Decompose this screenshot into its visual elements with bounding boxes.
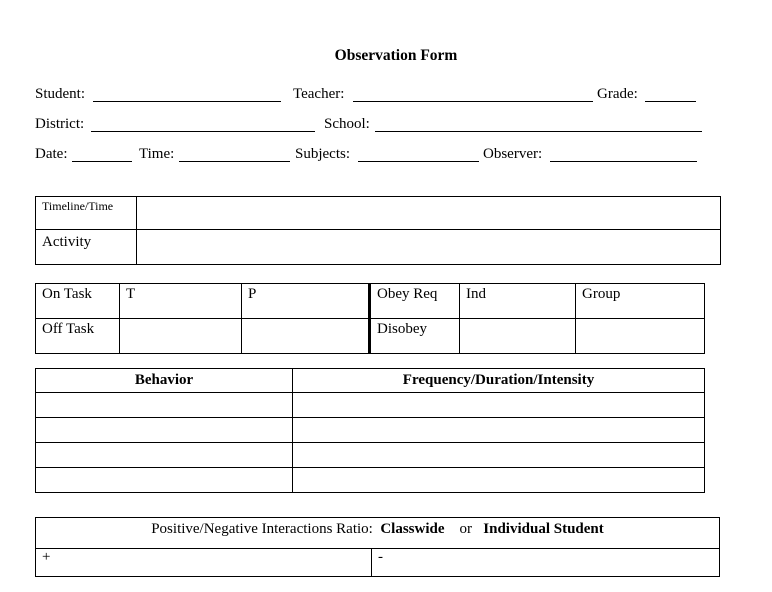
school-field[interactable] xyxy=(375,131,702,132)
activity-label: Activity xyxy=(36,230,137,265)
teacher-label: Teacher: xyxy=(293,86,345,102)
page-title: Observation Form xyxy=(334,47,458,64)
disobey-label: Disobey xyxy=(370,319,460,354)
time-label: Time: xyxy=(139,146,175,162)
ratio-header xyxy=(36,518,720,549)
behavior-header: Behavior xyxy=(36,369,293,393)
p-label: P xyxy=(242,284,370,319)
district-label: District: xyxy=(35,116,85,132)
date-label: Date: xyxy=(35,146,68,162)
off-task-t-cell[interactable] xyxy=(120,319,242,354)
header-row-2 xyxy=(35,116,735,136)
grade-label: Grade: xyxy=(597,86,638,102)
frequency-cell[interactable] xyxy=(293,468,705,493)
ind-label: Ind xyxy=(460,284,576,319)
subjects-field[interactable] xyxy=(358,161,479,162)
t-label: T xyxy=(120,284,242,319)
frequency-cell[interactable] xyxy=(293,418,705,443)
frequency-cell[interactable] xyxy=(293,393,705,418)
header-row-1 xyxy=(35,86,735,106)
disobey-ind-cell[interactable] xyxy=(460,319,576,354)
task-table xyxy=(35,283,705,354)
student-label: Student: xyxy=(35,86,86,102)
behavior-cell[interactable] xyxy=(36,468,293,493)
timeline-table xyxy=(35,196,721,265)
negative-cell[interactable] xyxy=(372,549,720,577)
observer-label: Observer: xyxy=(483,146,543,162)
date-field[interactable] xyxy=(72,161,132,162)
classwide-option: Classwide xyxy=(380,521,445,537)
behavior-cell[interactable] xyxy=(36,393,293,418)
behavior-cell[interactable] xyxy=(36,443,293,468)
ratio-label: Positive/Negative Interactions Ratio: xyxy=(151,521,373,537)
district-field[interactable] xyxy=(91,131,315,132)
disobey-group-cell[interactable] xyxy=(576,319,705,354)
frequency-header: Frequency/Duration/Intensity xyxy=(293,369,705,393)
subjects-label: Subjects: xyxy=(295,146,350,162)
activity-cell[interactable] xyxy=(137,230,721,265)
minus-label: - xyxy=(378,549,383,565)
frequency-cell[interactable] xyxy=(293,443,705,468)
teacher-field[interactable] xyxy=(353,101,593,102)
group-label: Group xyxy=(576,284,705,319)
off-task-label: Off Task xyxy=(36,319,120,354)
time-field[interactable] xyxy=(179,161,290,162)
behavior-table xyxy=(35,368,705,493)
school-label: School: xyxy=(324,116,370,132)
individual-student-option: Individual Student xyxy=(483,521,604,537)
off-task-p-cell[interactable] xyxy=(242,319,370,354)
observer-field[interactable] xyxy=(550,161,697,162)
obey-req-label: Obey Req xyxy=(370,284,460,319)
header-row-3 xyxy=(35,146,735,166)
grade-field[interactable] xyxy=(645,101,696,102)
student-field[interactable] xyxy=(93,101,281,102)
or-text: or xyxy=(459,521,473,537)
positive-cell[interactable] xyxy=(36,549,372,577)
behavior-cell[interactable] xyxy=(36,418,293,443)
ratio-table xyxy=(35,517,720,577)
timeline-label: Timeline/Time xyxy=(36,197,137,230)
timeline-cell[interactable] xyxy=(137,197,721,230)
on-task-label: On Task xyxy=(36,284,120,319)
plus-label: + xyxy=(42,549,51,565)
